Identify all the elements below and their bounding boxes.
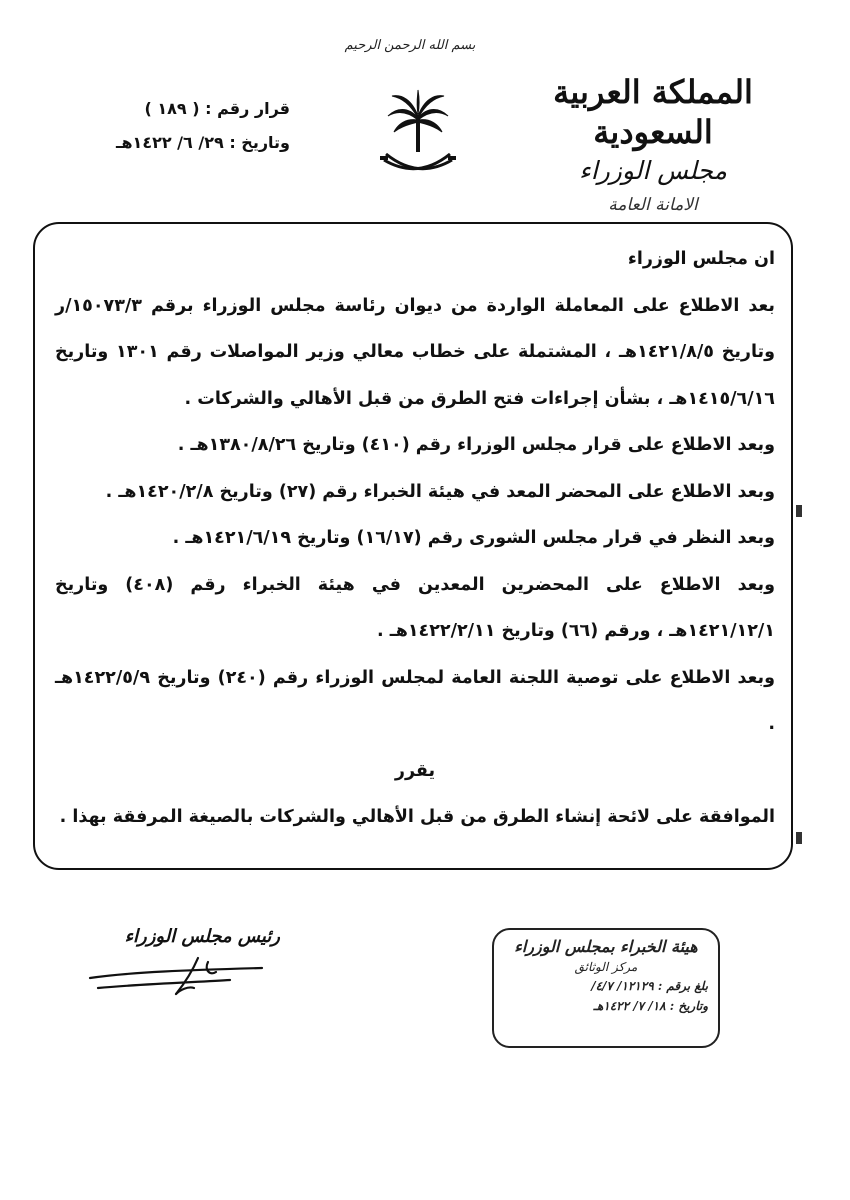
paragraph-2: وبعد الاطلاع على قرار مجلس الوزراء رقم (٤١٠) وتاريخ ١٣٨٠/٨/٢٦هـ .: [177, 435, 775, 455]
handwritten-signature-icon: [80, 950, 270, 1000]
kingdom-name: المملكة العربية السعودية: [553, 73, 753, 151]
edge-mark-top: [796, 505, 802, 517]
stamp-title: هيئة الخبراء بمجلس الوزراء: [514, 937, 698, 956]
letterhead: [498, 72, 808, 218]
edge-mark-bottom: [796, 832, 802, 844]
council-name: مجلس الوزراء: [579, 156, 727, 185]
documents-center-stamp: [492, 928, 720, 1048]
decision-number: قرار رقم : ( ١٨٩ ): [144, 99, 290, 118]
resolution: الموافقة على لائحة إنشاء الطرق من قبل الأهالي والشركات بالصيغة المرفقة بهذا .: [59, 807, 775, 827]
stamp-reference: بلغ برقم : ١٢١٢٩/ ٤/٧/: [591, 979, 708, 993]
decision-reference: [80, 92, 290, 160]
paragraph-5: وبعد الاطلاع على المحضرين المعدين في هيئة الخبراء رقم (٤٠٨) وتاريخ ١٤٢١/١٢/١هـ ، ورقم (٦٦) وتاريخ ١٤٢٢/٢/١١هـ .: [55, 574, 776, 641]
paragraph-4: وبعد النظر في قرار مجلس الشورى رقم (١٦/١٧) وتاريخ ١٤٢١/٦/١٩هـ .: [172, 528, 775, 548]
decision-date: وتاريخ : ٢٩/ ٦/ ١٤٢٢هـ: [115, 133, 290, 152]
palm-and-swords-emblem-icon: [378, 88, 458, 180]
addressee: ان مجلس الوزراء: [627, 249, 775, 269]
decides-heading: يقرر: [394, 760, 436, 781]
secretariat-name: الامانة العامة: [608, 195, 698, 215]
paragraph-1: بعد الاطلاع على المعاملة الواردة من ديوان رئاسة مجلس الوزراء برقم ١٥٠٧٣/٣/ر وتاريخ ١٤٢١/٨/٥هـ ، المشتملة على خطاب معالي وزير المواصلات رقم ١٣٠١ وتاريخ ١٤١٥/٦/١٦هـ ، بشأن إجراءات فتح الطرق من قبل الأهالي والشركات .: [55, 295, 775, 409]
paragraph-3: وبعد الاطلاع على المحضر المعد في هيئة الخبراء رقم (٢٧) وتاريخ ١٤٢٠/٢/٨هـ .: [105, 481, 775, 502]
stamp-date: وتاريخ : ١٨/ ٧/ ١٤٢٢هـ: [593, 999, 708, 1013]
stamp-subtitle: مركز الوثائق: [574, 960, 638, 974]
signatory-title: رئيس مجلس الوزراء: [124, 926, 280, 947]
decision-body: [55, 236, 775, 841]
paragraph-6: وبعد الاطلاع على توصية اللجنة العامة لمجلس الوزراء رقم (٢٤٠) وتاريخ ١٤٢٢/٥/٩هـ .: [55, 667, 775, 734]
basmala: بسم الله الرحمن الرحيم: [344, 38, 476, 53]
